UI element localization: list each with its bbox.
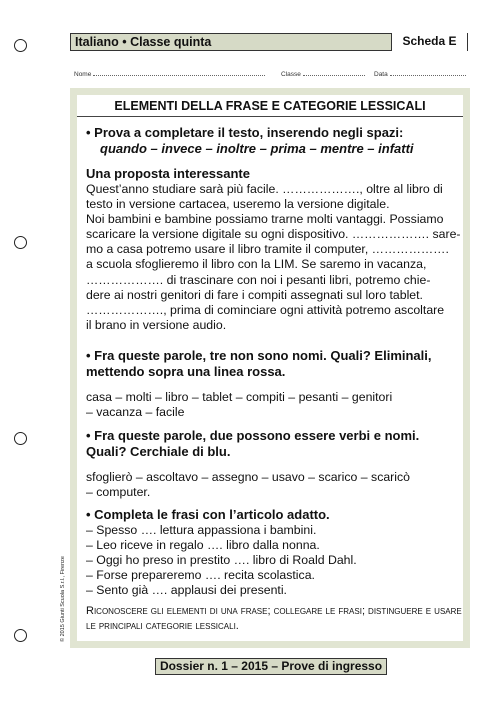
copyright-notice: © 2015 Giunti Scuola S.r.l., Firenze	[60, 556, 66, 642]
binder-hole	[14, 236, 27, 249]
text-subtitle: Una proposta interessante	[86, 166, 250, 181]
page-header	[70, 33, 468, 51]
binder-hole	[14, 39, 27, 52]
class-label: Classe	[281, 71, 301, 78]
page-footer: Dossier n. 1 – 2015 – Prove di ingresso	[155, 658, 387, 675]
text-line: mo a casa potremo usare il libro tramite il computer, ……………….	[86, 242, 449, 257]
name-field[interactable]	[74, 69, 265, 78]
binder-hole	[14, 629, 27, 642]
question-4-sentences	[86, 523, 357, 598]
text-line: Quest’anno studiare sarà più facile. ………………., oltre al libro di	[86, 182, 443, 196]
word-list-line: casa – molti – libro – tablet – compiti – pesanti – genitori	[86, 390, 393, 404]
word-list-line: – vacanza – facile	[86, 405, 185, 420]
question-2-line: • Fra queste parole, tre non sono nomi. Quali? Eliminali,	[86, 348, 432, 363]
text-line: a scuola sfoglieremo il libro con la LIM. Se saremo in vacanza,	[86, 257, 427, 272]
exercise-title: ELEMENTI DELLA FRASE E CATEGORIE LESSICALI	[114, 99, 426, 113]
header-title: Italiano • Classe quinta	[75, 35, 212, 49]
question-1: • Prova a completare il testo, inserendo negli spazi:	[86, 125, 404, 140]
word-list-line: – computer.	[86, 485, 151, 500]
sentence-line: – Oggi ho preso in prestito …. libro di Roald Dahl.	[86, 553, 357, 568]
date-label: Data	[374, 71, 388, 78]
sentence-line: – Leo riceve in regalo …. libro dalla nonna.	[86, 538, 320, 553]
question-3-words	[86, 470, 410, 500]
text-line: ………………. di trascinare con noi i pesanti libri, potremo chie-	[86, 272, 431, 287]
learning-objectives	[86, 604, 462, 634]
objective-line: Riconoscere gli elementi di una frase; collegare le frasi; distinguere e usare	[86, 605, 462, 617]
sentence-line: – Sento già …. applausi dei presenti.	[86, 583, 287, 598]
sentence-line: – Forse prepareremo …. recita scolastica.	[86, 568, 315, 583]
name-label: Nome	[74, 71, 92, 78]
question-4: • Completa le frasi con l’articolo adatto.	[86, 507, 330, 522]
sheet-label: Scheda E	[391, 33, 467, 51]
text-paragraph	[86, 182, 461, 333]
text-line: scaricare la versione digitale su ogni dispositivo. ………………. sare-	[86, 227, 461, 242]
title-divider	[77, 116, 463, 117]
question-3-line: Quali? Cerchiale di blu.	[86, 444, 231, 459]
text-line: Noi bambini e bambine possiamo trarne molti vantaggi. Possiamo	[86, 212, 444, 227]
text-line: testo in versione cartacea, useremo la versione digitale.	[86, 197, 390, 212]
question-3-line: • Fra queste parole, due possono essere verbi e nomi.	[86, 428, 420, 443]
sentence-line: – Spesso …. lettura appassiona i bambini.	[86, 523, 317, 537]
text-line: ………………., prima di cominciare ogni attività potremo ascoltare	[86, 302, 445, 317]
word-list-line: sfoglierò – ascoltavo – assegno – usavo – scarico – scaricò	[86, 470, 410, 484]
date-field[interactable]	[374, 69, 466, 78]
question-1-words: quando – invece – inoltre – prima – mentre – infatti	[100, 141, 414, 156]
text-line: il brano in versione audio.	[86, 317, 227, 332]
question-2	[86, 348, 432, 380]
question-2-line: mettendo sopra una linea rossa.	[86, 364, 286, 379]
objective-line: le principali categorie lessicali.	[86, 620, 239, 632]
text-line: dere ai nostri genitori di fare i compiti assegnati sul loro tablet.	[86, 287, 423, 302]
question-3	[86, 428, 419, 460]
binder-hole	[14, 432, 27, 445]
question-2-words	[86, 390, 392, 420]
class-field[interactable]	[281, 69, 365, 78]
